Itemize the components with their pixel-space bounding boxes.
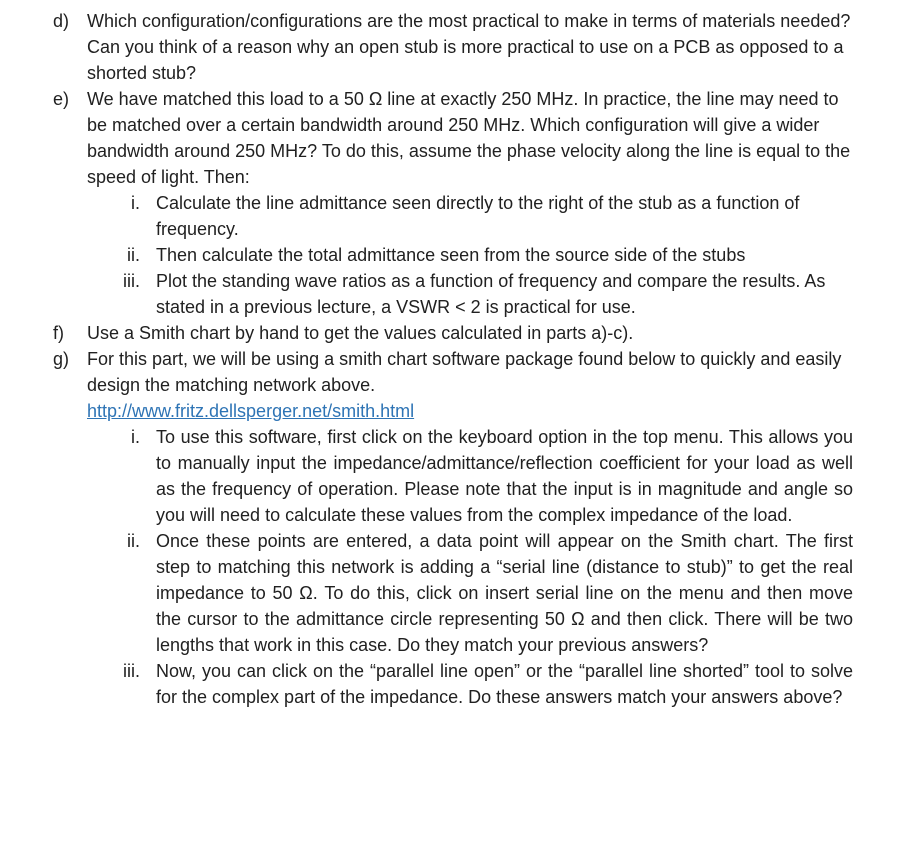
- sub-item-e-ii-label: ii.: [127, 245, 140, 265]
- sub-item-e-ii-text: Then calculate the total admittance seen from the source side of the stubs: [156, 245, 746, 265]
- sub-item-e-i-label: i.: [131, 193, 140, 213]
- item-d-label: d): [53, 11, 70, 31]
- item-f-text: Use a Smith chart by hand to get the values calculated in parts a)-c).: [87, 323, 634, 343]
- sub-item-e-i-text: Calculate the line admittance seen directly to the right of the stub as a function of frequency.: [156, 193, 800, 239]
- item-f-label: f): [53, 323, 64, 343]
- sub-item-g-ii: [87, 528, 853, 658]
- sub-item-e-i: [87, 190, 853, 242]
- sub-item-g-i-label: i.: [131, 427, 140, 447]
- item-e-sublist: [87, 190, 853, 320]
- list-item-d: [0, 8, 901, 86]
- item-g-text: For this part, we will be using a smith chart software package found below to quickly and easily design the matching network above.: [87, 349, 842, 395]
- item-g-label: g): [53, 349, 70, 369]
- list-item-f: [0, 320, 901, 346]
- item-g-sublist: [87, 424, 853, 710]
- sub-item-g-ii-label: ii.: [127, 531, 140, 551]
- sub-item-e-ii: [87, 242, 853, 268]
- sub-item-e-iii-label: iii.: [123, 271, 140, 291]
- sub-item-e-iii: [87, 268, 853, 320]
- smith-chart-software-link[interactable]: http://www.fritz.dellsperger.net/smith.html: [87, 401, 415, 421]
- sub-item-g-i-text: To use this software, first click on the keyboard option in the top menu. This allows you to manually input the impedance/admittance/reflection coefficient for your load as well as the frequency of operation. Please note that the input is in magnitude and angle so you will need to calculate these values from the complex impedance of the load.: [156, 427, 853, 525]
- sub-item-g-iii-label: iii.: [123, 661, 140, 681]
- sub-item-g-iii-text: Now, you can click on the “parallel line open” or the “parallel line shorted” tool to solve for the complex part of the impedance. Do these answers match your answers above?: [156, 661, 853, 707]
- sub-item-g-iii: [87, 658, 853, 710]
- sub-item-g-ii-text: Once these points are entered, a data point will appear on the Smith chart. The first step to matching this network is adding a “serial line (distance to stub)” to get the real impedance to 50 Ω. To do this, click on insert serial line on the menu and then move the cursor to the admittance circle representing 50 Ω and then click. There will be two lengths that work in this case. Do they match your previous answers?: [156, 531, 853, 655]
- item-e-label: e): [53, 89, 70, 109]
- sub-item-e-iii-text: Plot the standing wave ratios as a function of frequency and compare the results. As stated in a previous lecture, a VSWR < 2 is practical for use.: [156, 271, 826, 317]
- list-item-e: [0, 86, 901, 320]
- list-item-g: [0, 346, 901, 710]
- sub-item-g-i: [87, 424, 853, 528]
- item-d-text: Which configuration/configurations are the most practical to make in terms of materials needed? Can you think of a reason why an open stub is more practical to use on a PCB as opposed to a shorted stub?: [87, 11, 851, 83]
- item-e-text: We have matched this load to a 50 Ω line at exactly 250 MHz. In practice, the line may need to be matched over a certain bandwidth around 250 MHz. Which configuration will give a wider bandwidth around 250 MHz? To do this, assume the phase velocity along the line is equal to the speed of light. Then:: [87, 89, 851, 187]
